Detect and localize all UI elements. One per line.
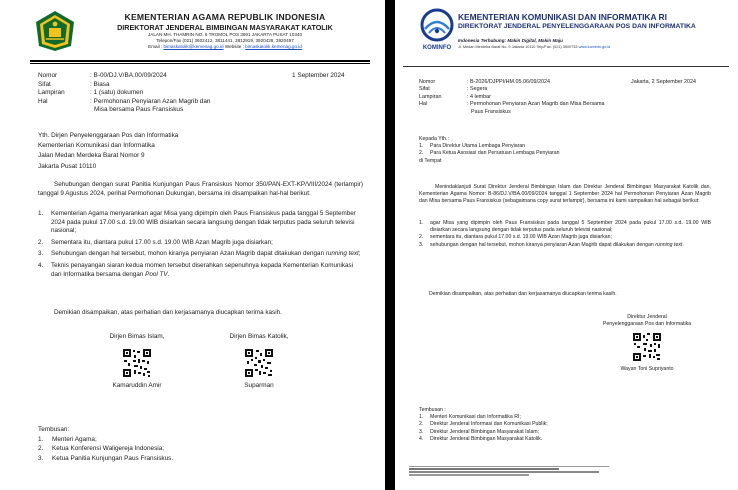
website-link[interactable]: bimaskatolik.kemenag.go.id — [245, 44, 302, 49]
list-item: 3. sehubungan dengan hal tersebut, mohon kiranya penyiaran Azan Magrib dapat dilakukan dengan running text. — [419, 241, 684, 248]
website-link[interactable]: www.kominfo.go.id — [578, 45, 611, 49]
letterhead — [80, 12, 370, 50]
list-item: 2. Sementara itu, diantara pukul 17.00 s.d. 19.00 WIB Azan Magrib juga disiarkan; — [38, 238, 273, 246]
list-item: 4. Teknis penayangan siaran kedua momen tersebut diserahkan sepenuhnya kepada Kementerian Komunikasi dan Informatika bersama dengan Pool TV. — [38, 261, 354, 278]
kominfo-logo-icon — [417, 7, 457, 51]
letterhead-contacts: Email : bimaskatolik@kemenag.go.id Website : bimaskatolik.kemenag.go.id — [148, 44, 302, 49]
qr-code-icon — [122, 348, 152, 378]
closing-paragraph: Demikian disampaikan, atas perhatian dan kerjasamanya diucapkan terima kasih. — [429, 291, 617, 297]
signer-name: Suparman — [244, 382, 274, 389]
letterhead-phone: Telepon/Fax (021) 3602412, 3811441, 3812919, 3920428, 3920497 — [156, 38, 294, 43]
footer-text-line — [409, 468, 559, 470]
letterhead-rule-thin — [30, 63, 370, 64]
intro-paragraph: Sehubungan dengan surat Panitia Kunjungan Paus Fransiskus Nomor 350/PAN-EXT-KP/VIII/2024 (terlampir) tanggal 9 Agustus 2024, perihal Permohonan Dukungan, bersama ini disampaikan hal-hal berikut: — [38, 181, 363, 197]
points-list — [38, 210, 363, 282]
points-list — [419, 220, 711, 249]
list-item: 2. Direktur Jenderal Informasi dan Komunikasi Publik; — [419, 421, 548, 428]
footer-text-line — [409, 474, 529, 476]
signer-name: Kamaruddin Amir — [112, 382, 162, 389]
recipient-block: Yth. Dirjen Penyelenggaraan Pos dan Informatika Kementerian Komunikasi dan Informatika Jalan Medan Merdeka Barat Nomor 9 Jakarta Pusat 10110 — [38, 132, 179, 170]
signature-islam — [92, 333, 182, 389]
letterhead-address: JALAN MH. THAMRIN NO. 6 TROMOL POS 3691 JAKARTA PUSAT 10340 — [147, 32, 303, 37]
kemenag-logo-icon — [34, 10, 76, 52]
directorate-title: DIREKTORAT JENDERAL PENYELENGGARAAN POS DAN INFORMATIKA — [458, 23, 696, 30]
recipient-block: Kepada Yth.: 1. Para Direktur Utama Lembaga Penyiaran 2. Para Ketua Asosiasi dan Persatuan Lembaga Penyiaran di Tempat — [419, 136, 709, 165]
ministry-title: KEMENTERIAN KOMUNIKASI DAN INFORMATIKA RI — [458, 12, 667, 22]
svg-text:KOMINFO: KOMINFO — [422, 45, 452, 51]
list-item: 1. Menteri Komunikasi dan Informatika RI; — [419, 414, 521, 421]
tembusan-block — [419, 407, 699, 443]
signer-title: Dirjen Bimas Katolik, — [229, 333, 289, 340]
letter-number: : B-2026/DJPPI/HM.05.06/09/2024 — [467, 79, 551, 85]
signature-katolik — [214, 333, 304, 389]
list-item: 1. Kementerian Agama menyarankan agar Misa yang dipimpin oleh Paus Fransiskus pada tanggal 5 September 2024 pada pukul 17.00 s.d. 19.00 WIB disiarkan secara langsung dengan tidak terputus pada seluruh televisi nasional; — [38, 210, 356, 235]
letter-subject: : Permohonan Penyiaran Azan Magrib dan Misa Bersama — [467, 101, 605, 108]
signer-title: Dirjen Bimas Islam, — [109, 333, 165, 340]
footer-text-line — [409, 471, 599, 473]
tembusan-label: Tembusan : — [419, 407, 446, 413]
closing-paragraph: Demikian disampaikan, atas perhatian dan kerjasamanya diucapkan terima kasih. — [54, 309, 282, 316]
list-item: 1. agar Misa yang dipimpin oleh Paus Fransiskus pada tanggal 5 September 2024 pada pukul 17.00 s.d. 19.00 WIB disiarkan secara langsung dengan tidak terputus pada seluruh televisi nasional; — [419, 220, 711, 234]
list-item: 3. Direktur Jenderal Bimbingan Masyarakat Islam; — [419, 428, 539, 435]
letterhead — [458, 12, 733, 49]
footer-note — [409, 466, 609, 476]
list-item: 4. Direktur Jenderal Bimbingan Masyarakat Katolik. — [419, 435, 543, 442]
motto: Indonesia Terhubung: Makin Digital, Makin Maju — [458, 38, 563, 43]
qr-code-icon — [632, 332, 662, 362]
signature-kominfo: Direktur Jenderal Penyelenggaraan Pos dan Informatika Wayan Toni Supriyanto — [591, 314, 703, 374]
email-link[interactable]: bimaskatolik@kemenag.go.id — [163, 44, 224, 49]
letterhead-rule — [403, 66, 729, 67]
letterhead-rule — [30, 60, 370, 62]
tembusan-label: Tembusan: — [38, 426, 70, 433]
list-item: 2. sementara itu, diantara pukul 17.00 s.d. 19.00 WIB Azan Magrib juga disiarkan; — [419, 234, 612, 241]
list-item: 1. Para Direktur Utama Lembaga Penyiaran — [419, 143, 526, 150]
kominfo-letter — [395, 0, 738, 490]
ministry-title: KEMENTERIAN AGAMA REPUBLIK INDONESIA — [124, 12, 326, 22]
letter-number: : B-00/DJ.V/BA.00/09/2024 — [90, 72, 167, 79]
letter-date: Jakarta, 2 September 2024 — [631, 79, 697, 85]
tembusan-block — [38, 425, 358, 463]
list-item: 1. Menteri Agama; — [38, 435, 97, 443]
intro-paragraph: Menindaklanjuti Surat Direktur Jenderal Bimbingan Islam dan Direktur Jenderal Bimbingan Masyarakat Katolik dan, Kementerian Agama Nomor: B-86/DJ.V/BA.00/09/2024 tanggal 1 September 2024 hal Permohonan Penyiaran Azan Magrib dan Misa bersama Paus Fransiskus (sebagaimana copy surat terlampir), bersama ini kami sampaikan hal sebagai berikut: — [419, 184, 711, 205]
letter-date: 1 September 2024 — [292, 72, 345, 79]
list-item: 2. Ketua Konferensi Waligereja Indonesia; — [38, 445, 165, 453]
directorate-title: DIREKTORAT JENDERAL BIMBINGAN MASYARAKAT KATOLIK — [117, 23, 333, 32]
signer-name: Wayan Toni Supriyanto — [620, 366, 674, 373]
letterhead-address: Jl. Medan Merdeka Barat No. 9 Jakarta 10110 Telp/Fax. (021) 3500733 www.kominfo.go.id — [458, 45, 611, 49]
letter-meta: Nomor : B-2026/DJPPI/HM.05.06/09/2024 Sifat : Segera Lampiran : 4 lembar Hal : Permohonan Penyiaran Azan Magrib dan Misa Bersama Paus Fransiskus — [419, 79, 719, 116]
letter-subject: : Permohonan Penyiaran Azan Magrib dan — [90, 97, 211, 105]
list-item: 3. Sehubungan dengan hal tersebut, mohon kiranya penyiaran Azan Magrib dapat ditakukan dengan running text; — [38, 250, 361, 258]
letter-meta: Nomor : B-00/DJ.V/BA.00/09/2024 Sifat : Biasa Lampiran : 1 (satu) dokumen Hal : Permohonan Penyiaran Azan Magrib dan Misa bersama Paus Fransiskus — [38, 72, 368, 115]
list-item: 2. Para Ketua Asosiasi dan Persatuan Lembaga Penyiaran — [419, 150, 560, 157]
qr-code-icon — [244, 348, 274, 378]
list-item: 3. Ketua Panitia Kunjungan Paus Fransiskus. — [38, 454, 174, 462]
